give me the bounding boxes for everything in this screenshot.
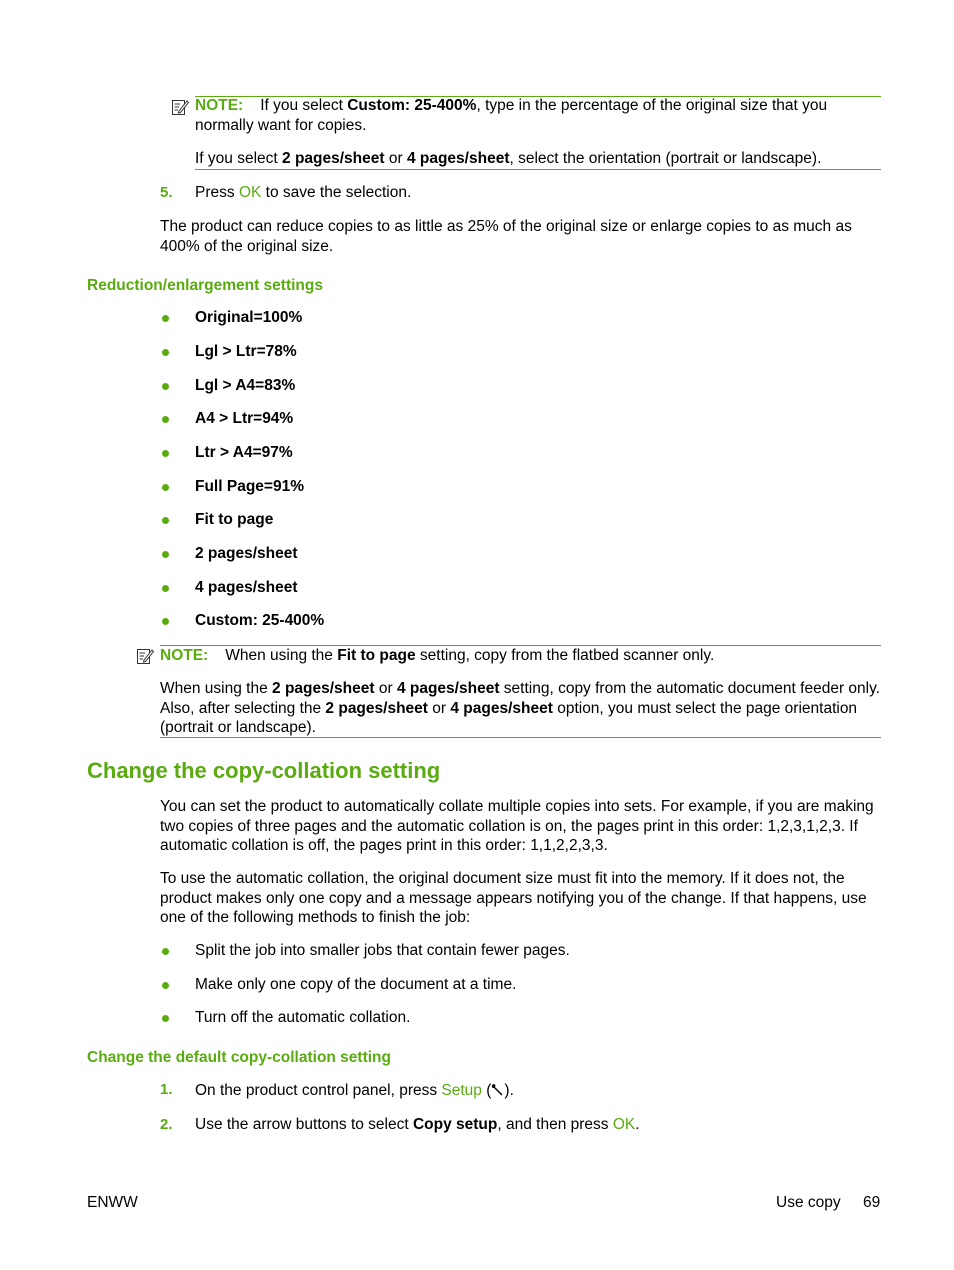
page-number: 69 <box>863 1194 881 1211</box>
note-pencil-icon <box>136 647 154 665</box>
note-pencil-icon <box>171 98 189 116</box>
list-item: Split the job into smaller jobs that contain fewer pages. <box>195 942 570 959</box>
collation-paragraph2: To use the automatic collation, the original document size must fit into the memory. If it does not, the product makes only one copy and a message appears notifying you of the change. If that happens, use one of the following methods to finish the job: <box>160 870 867 926</box>
bullet-icon <box>162 315 169 322</box>
footer-left: ENWW <box>87 1194 138 1211</box>
note-label: NOTE: <box>195 97 244 114</box>
list-item: Full Page=91% <box>195 478 304 495</box>
bullet-icon <box>162 585 169 592</box>
list-item: 2 pages/sheet <box>195 545 298 562</box>
reduction-heading: Reduction/enlargement settings <box>87 277 323 294</box>
step-number: 2. <box>160 1116 173 1133</box>
list-item: Ltr > A4=97% <box>195 444 293 461</box>
bullet-icon <box>162 383 169 390</box>
step5-text: Press OK to save the selection. <box>195 184 412 201</box>
reduce-paragraph: The product can reduce copies to as little as 25% of the original size or enlarge copies to as much as 400% of the original size. <box>160 218 852 255</box>
bullet-icon <box>162 450 169 457</box>
list-item: 4 pages/sheet <box>195 579 298 596</box>
bullet-icon <box>162 551 169 558</box>
default-collation-heading: Change the default copy-collation setting <box>87 1049 391 1066</box>
bullet-icon <box>162 517 169 524</box>
bullet-icon <box>162 416 169 423</box>
setup-button-label: Setup <box>441 1082 482 1099</box>
ok-button-label: OK <box>238 184 262 201</box>
bullet-icon <box>162 349 169 356</box>
note2-paragraph1: NOTE: When using the Fit to page setting, copy from the flatbed scanner only. <box>160 647 715 664</box>
collation-heading: Change the copy-collation setting <box>87 758 441 783</box>
step-number: 5. <box>160 184 173 201</box>
note1-paragraph2: If you select 2 pages/sheet or 4 pages/sheet, select the orientation (portrait or landscape). <box>195 150 822 167</box>
step-number: 1. <box>160 1081 173 1098</box>
wrench-icon <box>491 1083 504 1096</box>
note1-paragraph1: NOTE: If you select Custom: 25-400%, type in the percentage of the original size that you normally want for copies. <box>195 97 828 134</box>
note-label: NOTE: <box>160 647 209 664</box>
bullet-icon <box>162 484 169 491</box>
collation-paragraph1: You can set the product to automatically collate multiple copies into sets. For example, if you are making two copies of three pages and the automatic collation is on, the pages print in this order: 1,2,3,1,2,3. If automatic collation is off, the pages print in this order: 1,1,2,2,3,3. <box>160 798 874 854</box>
note-bottom-rule <box>160 737 881 738</box>
bullet-icon <box>162 1015 169 1022</box>
list-item: Turn off the automatic collation. <box>195 1009 411 1026</box>
list-item: Lgl > A4=83% <box>195 377 296 394</box>
list-item: Lgl > Ltr=78% <box>195 343 297 360</box>
note-bottom-rule <box>195 169 881 170</box>
step1-text: On the product control panel, press Setup ( ). <box>195 1082 514 1099</box>
note2-paragraph2: When using the 2 pages/sheet or 4 pages/sheet setting, copy from the automatic document feeder only. Also, after selecting the 2 pages/sheet or 4 pages/sheet option, you must select the page orientation (portrait or landscape). <box>160 680 881 736</box>
footer-section: Use copy <box>776 1194 841 1211</box>
list-item: Custom: 25-400% <box>195 612 325 629</box>
list-item: Fit to page <box>195 511 274 528</box>
list-item: Make only one copy of the document at a time. <box>195 976 517 993</box>
list-item: A4 > Ltr=94% <box>195 410 294 427</box>
bullet-icon <box>162 948 169 955</box>
step2-text: Use the arrow buttons to select Copy setup, and then press OK. <box>195 1116 640 1133</box>
bullet-icon <box>162 618 169 625</box>
list-item: Original=100% <box>195 309 303 326</box>
ok-button-label: OK <box>612 1116 636 1133</box>
bullet-icon <box>162 982 169 989</box>
